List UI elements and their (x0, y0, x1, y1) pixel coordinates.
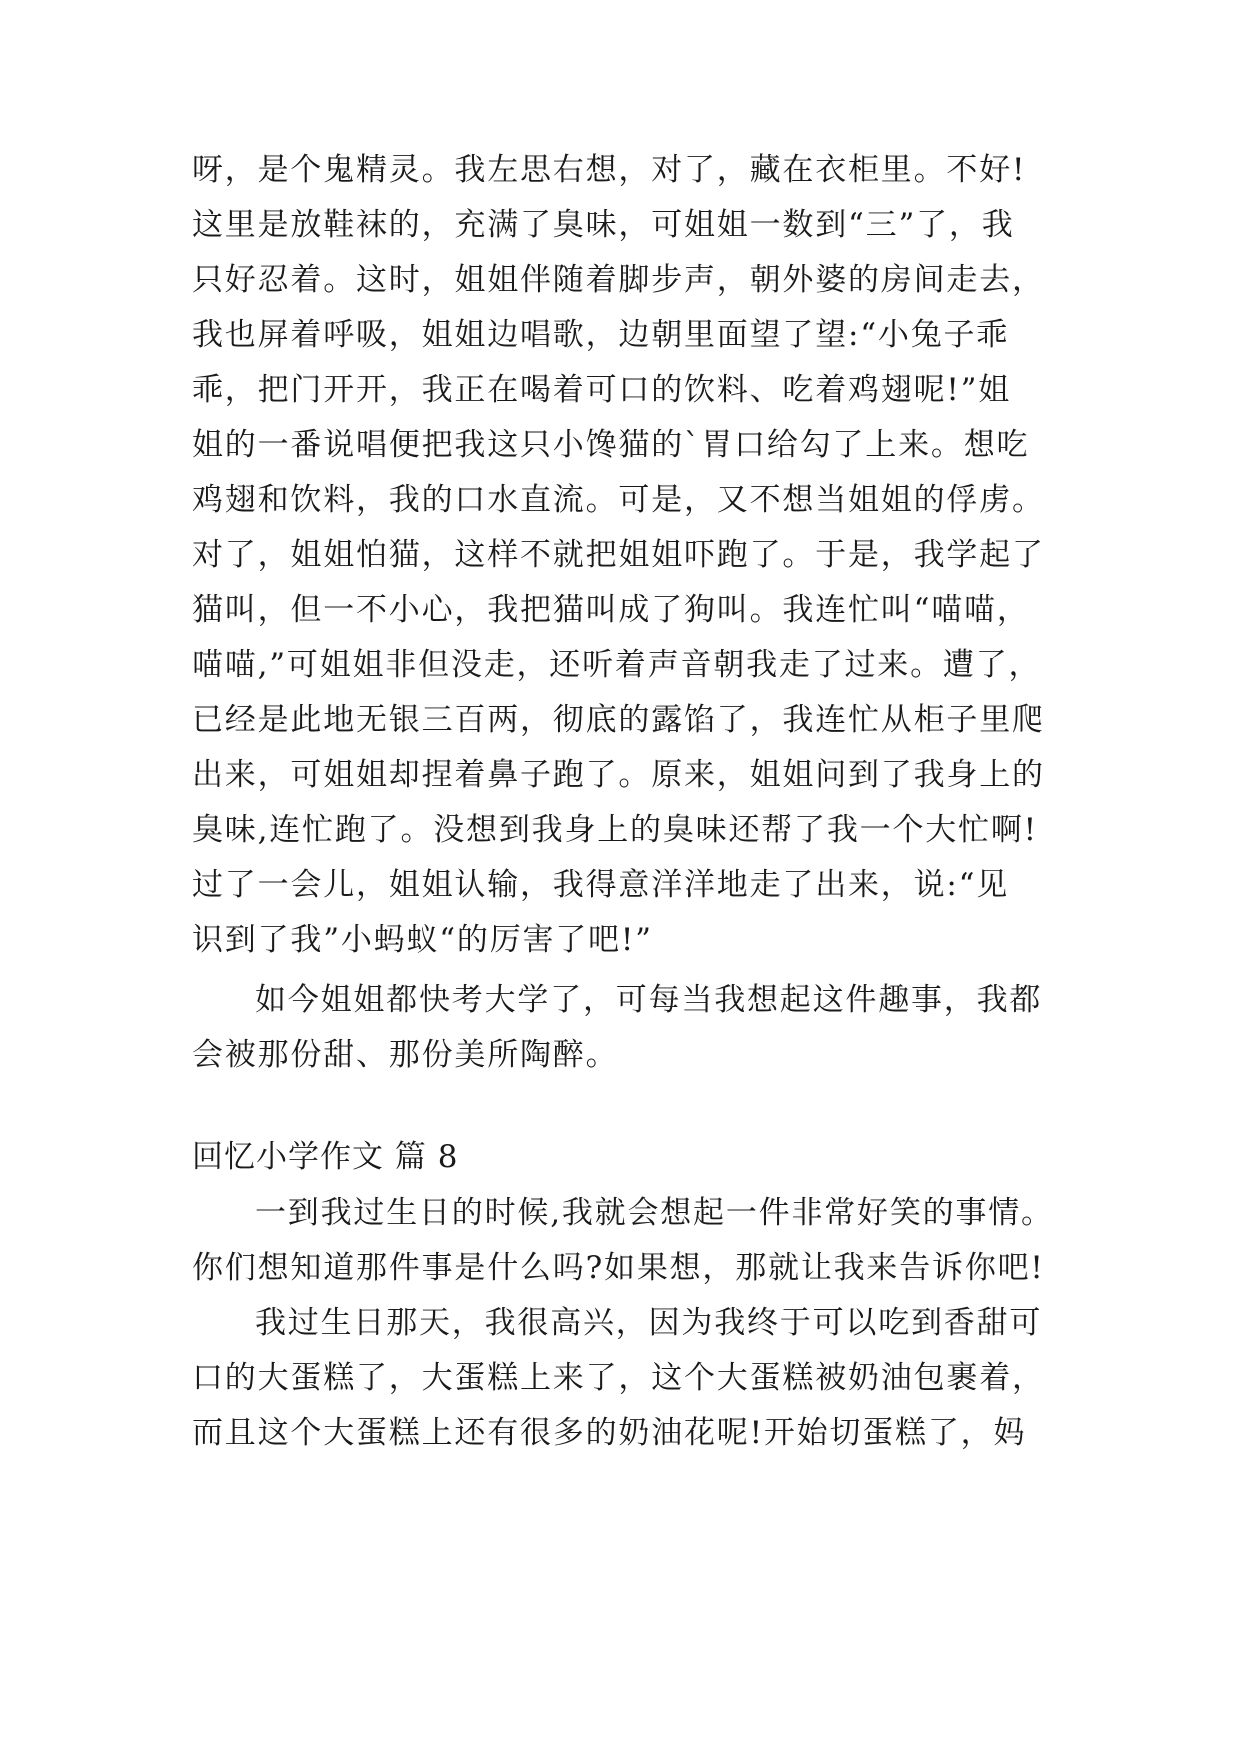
paragraph-line: 这里是放鞋袜的，充满了臭味，可姐姐一数到“三”了，我 (192, 207, 1015, 243)
paragraph-line: 对了，姐姐怕猫，这样不就把姐姐吓跑了。于是，我学起了 (192, 537, 1045, 573)
paragraph-line: 姐的一番说唱便把我这只小馋猫的`胃口给勾了上来。想吃 (192, 427, 1030, 463)
paragraph-line: 已经是此地无银三百两，彻底的露馅了，我连忙从柜子里爬 (192, 702, 1045, 738)
paragraph-line: 会被那份甜、那份美所陶醉。 (192, 1037, 619, 1073)
paragraph-line: 我也屏着呼吸，姐姐边唱歌，边朝里面望了望:“小兔子乖 (192, 317, 1010, 353)
paragraph-line: 一到我过生日的时候,我就会想起一件非常好笑的事情。 (255, 1195, 1054, 1231)
paragraph-line: 而且这个大蛋糕上还有很多的奶油花呢!开始切蛋糕了，妈 (192, 1415, 1027, 1451)
section-heading: 回忆小学作文 篇 8 (192, 1139, 459, 1175)
paragraph-line: 如今姐姐都快考大学了，可每当我想起这件趣事，我都 (255, 982, 1043, 1018)
paragraph-line: 过了一会儿，姐姐认输，我得意洋洋地走了出来，说:“见 (192, 867, 1010, 903)
paragraph-line: 只好忍着。这时，姐姐伴随着脚步声，朝外婆的房间走去， (192, 262, 1045, 298)
paragraph-line: 喵喵,”可姐姐非但没走，还听着声音朝我走了过来。遭了， (192, 647, 1042, 683)
paragraph-line: 乖，把门开开，我正在喝着可口的饮料、吃着鸡翅呢!”姐 (192, 372, 1012, 408)
paragraph-line: 你们想知道那件事是什么吗?如果想，那就让我来告诉你吧! (192, 1250, 1045, 1286)
paragraph-line: 我过生日那天，我很高兴，因为我终于可以吃到香甜可 (255, 1305, 1043, 1341)
paragraph-line: 鸡翅和饮料，我的口水直流。可是，又不想当姐姐的俘虏。 (192, 482, 1045, 518)
paragraph-line: 识到了我”小蚂蚁“的厉害了吧!” (192, 922, 653, 958)
paragraph-line: 臭味,连忙跑了。没想到我身上的臭味还帮了我一个大忙啊! (192, 812, 1038, 848)
paragraph-line: 出来，可姐姐却捏着鼻子跑了。原来，姐姐问到了我身上的 (192, 757, 1045, 793)
paragraph-line: 呀，是个鬼精灵。我左思右想，对了，藏在衣柜里。不好! (192, 152, 1027, 188)
paragraph-line: 口的大蛋糕了，大蛋糕上来了，这个大蛋糕被奶油包裹着， (192, 1360, 1045, 1396)
paragraph-line: 猫叫，但一不小心，我把猫叫成了狗叫。我连忙叫“喵喵， (192, 592, 1030, 628)
